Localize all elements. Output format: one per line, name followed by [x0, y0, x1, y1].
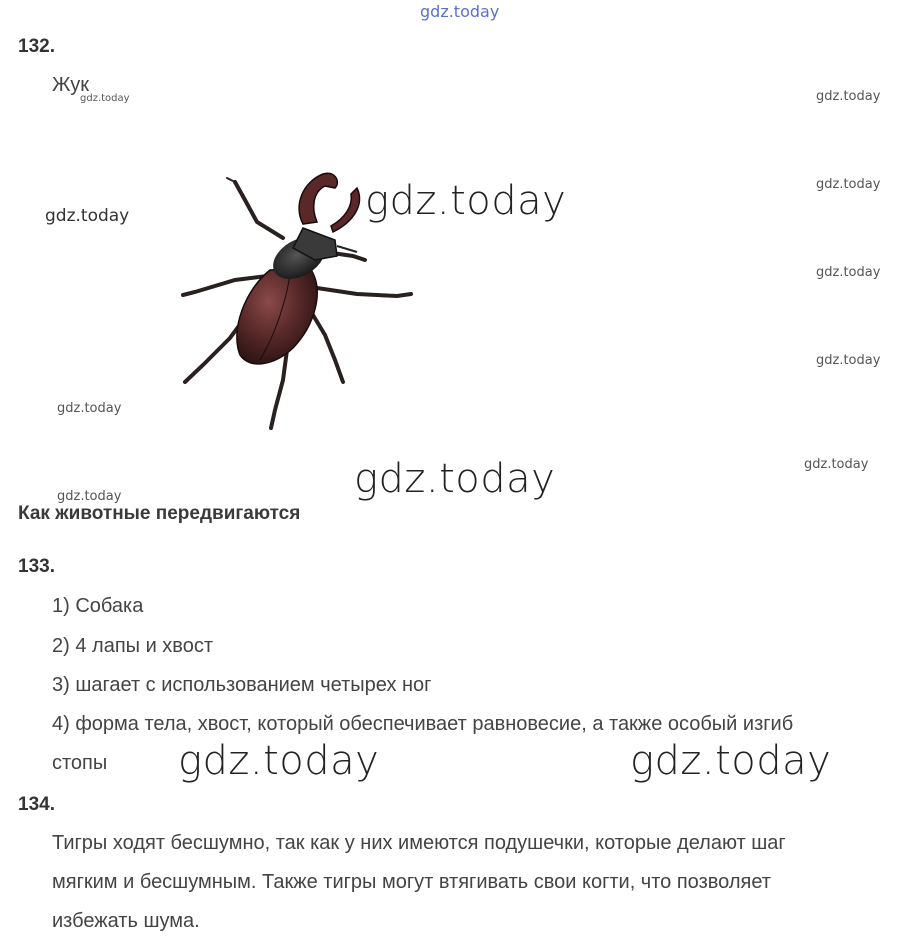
task-134-number: 134.: [18, 794, 55, 815]
watermark: gdz.today: [816, 177, 881, 192]
task-133-item: стопы: [52, 752, 108, 774]
task-132-caption: Жук: [52, 74, 89, 96]
watermark: gdz.today: [57, 401, 122, 416]
watermark: gdz.today: [354, 456, 556, 502]
watermark: gdz.today: [816, 353, 881, 368]
task-133-item: 3) шагает с использованием четырех ног: [52, 674, 432, 696]
section-heading: Как животные передвигаются: [18, 503, 301, 524]
task-134-line: мягким и бесшумным. Также тигры могут втягивать свои когти, что позволяет: [52, 871, 771, 893]
watermark: gdz.today: [57, 489, 122, 504]
task-133-number: 133.: [18, 556, 55, 577]
watermark: gdz.today: [630, 738, 832, 784]
watermark: gdz.today: [45, 206, 130, 226]
watermark: gdz.today: [80, 93, 130, 104]
task-134-line: Тигры ходят бесшумно, так как у них имеются подушечки, которые делают шаг: [52, 832, 786, 854]
task-133-item: 1) Собака: [52, 595, 144, 617]
task-133-item: 2) 4 лапы и хвост: [52, 635, 213, 657]
task-132-number: 132.: [18, 36, 55, 57]
task-134-line: избежать шума.: [52, 910, 200, 932]
watermark: gdz.today: [178, 738, 380, 784]
watermark: gdz.today: [816, 265, 881, 280]
watermark-top: gdz.today: [420, 2, 500, 21]
watermark: gdz.today: [816, 89, 881, 104]
watermark: gdz.today: [804, 457, 869, 472]
watermark: gdz.today: [365, 178, 567, 224]
task-133-item: 4) форма тела, хвост, который обеспечивает равновесие, а также особый изгиб: [52, 713, 794, 735]
